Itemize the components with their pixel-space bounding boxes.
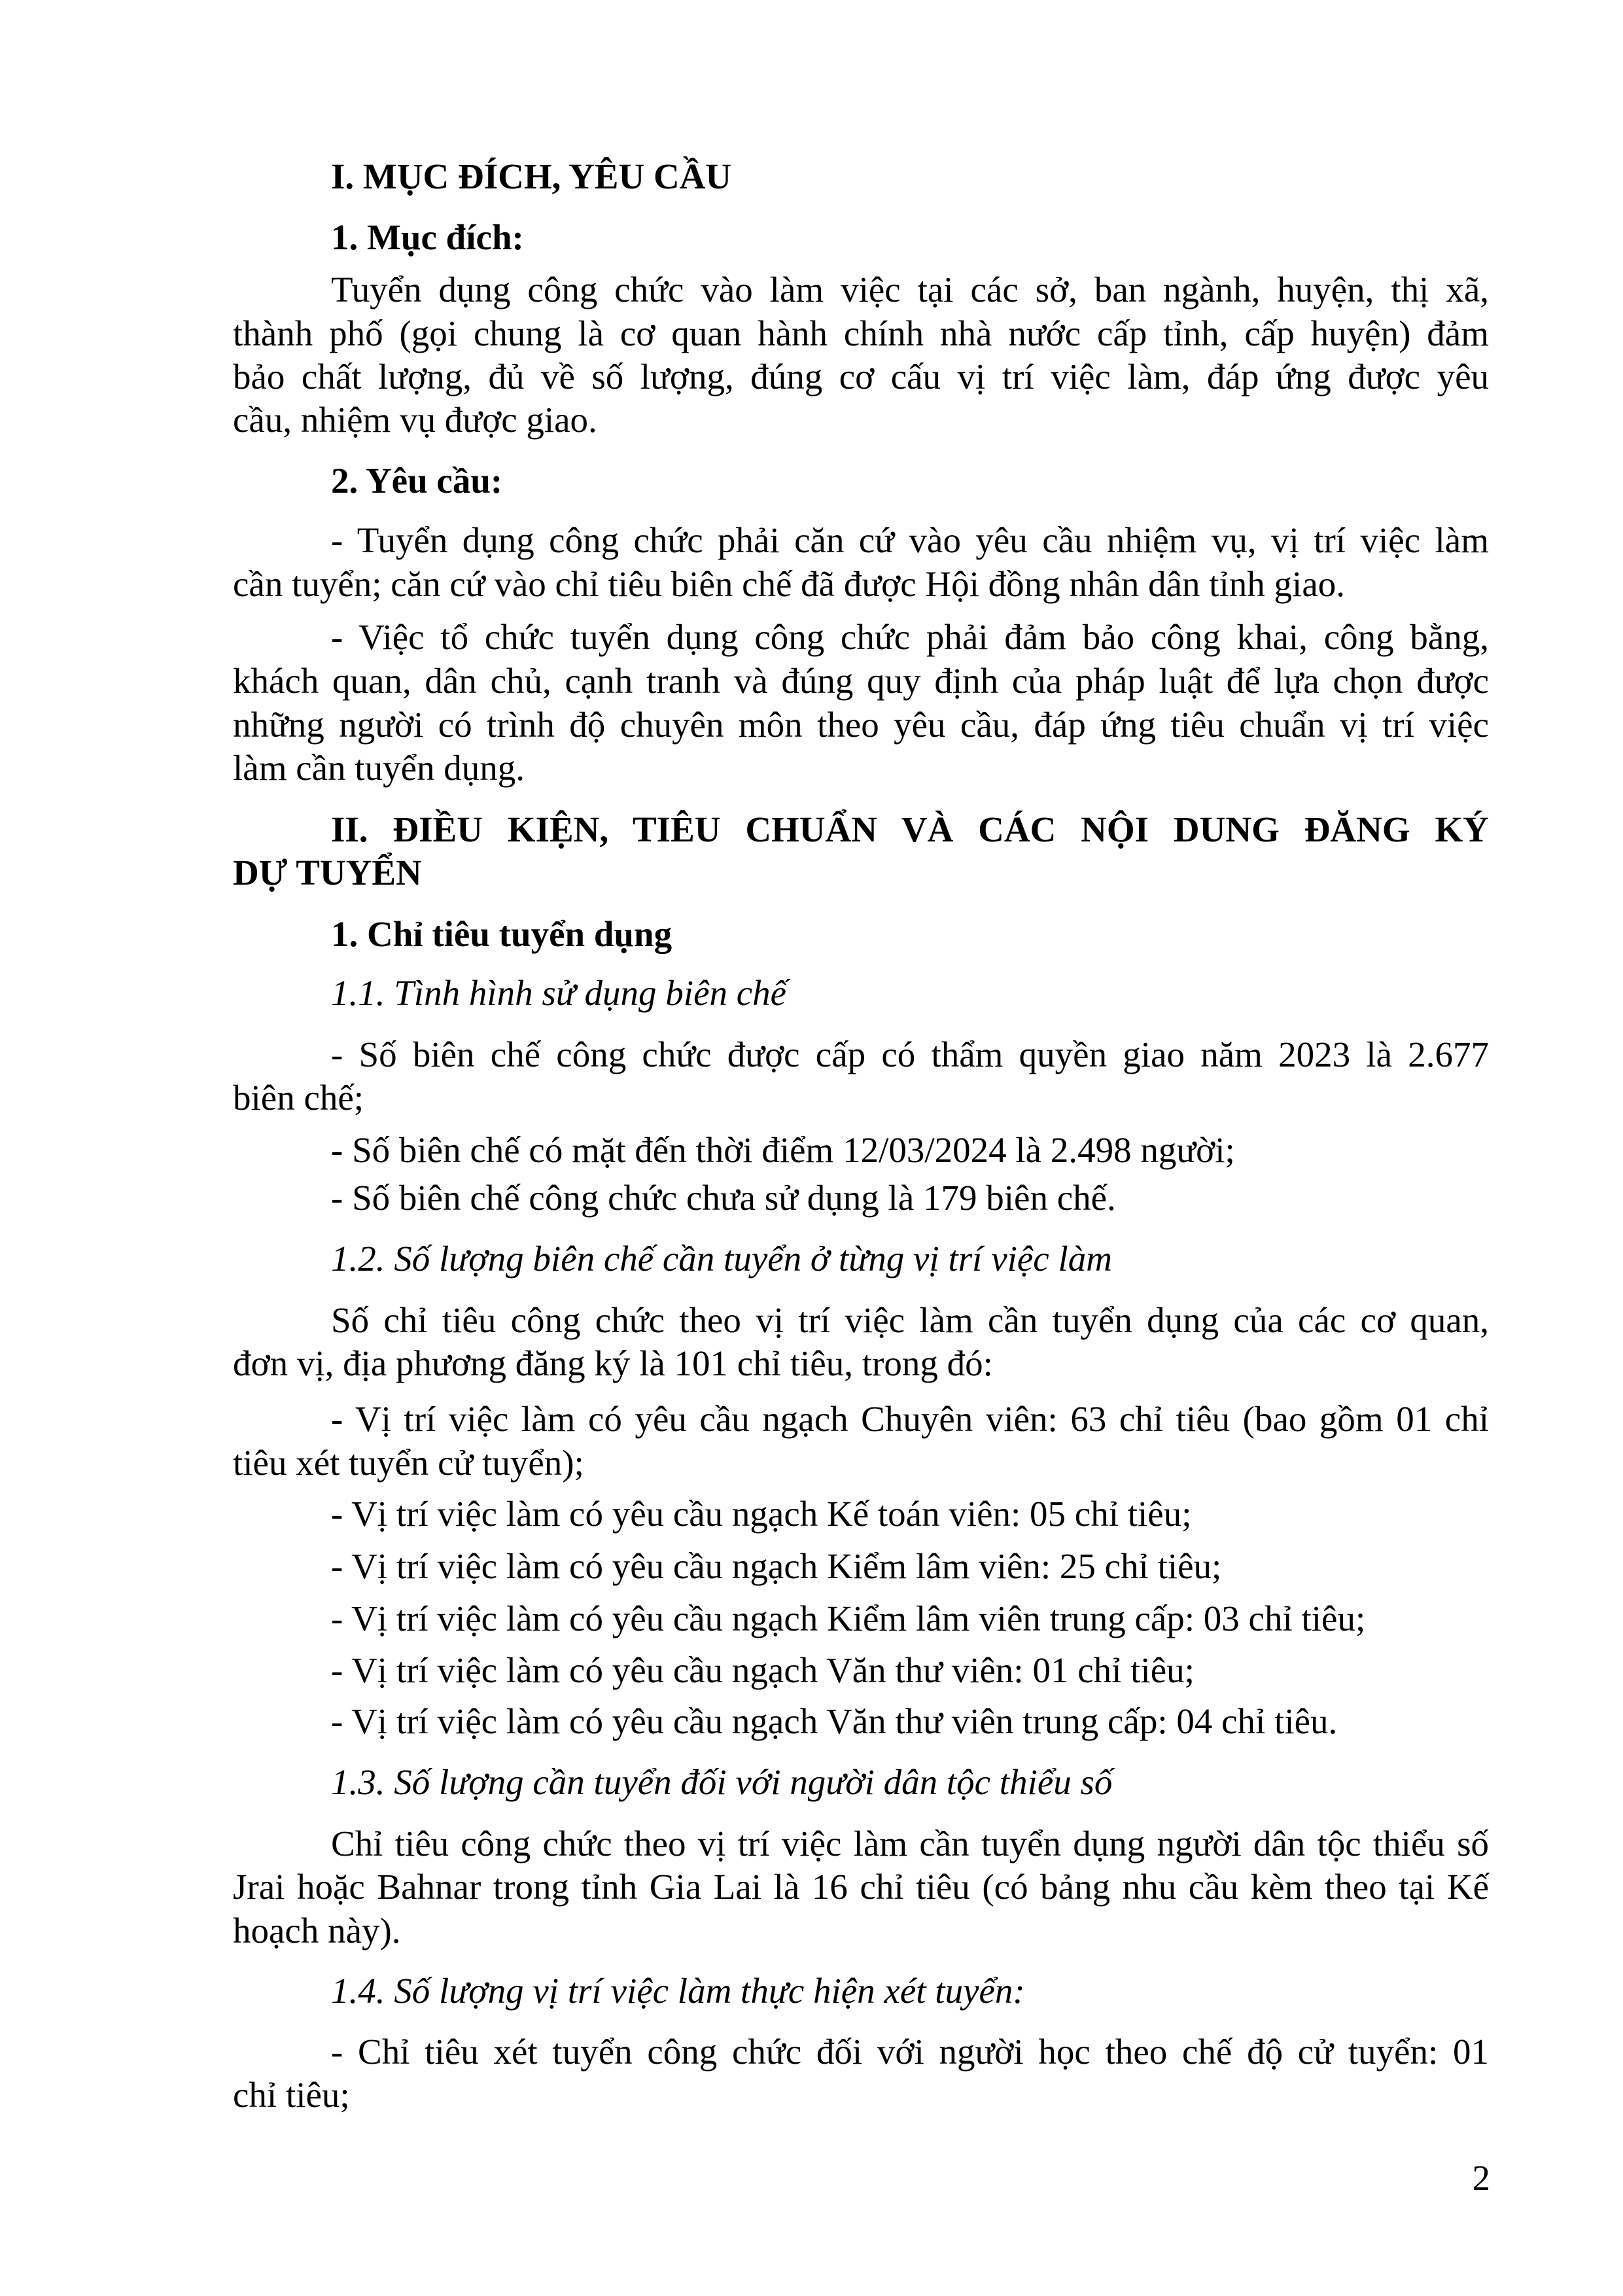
subsection-1-4-heading: 1.4. Số lượng vị trí việc làm thực hiện xét tuyển: [331,1971,1025,2011]
requirement-item: cần tuyển; căn cứ vào chỉ tiêu biên chế đã được Hội đồng nhân dân tỉnh giao. [233,564,1345,604]
requirement-item: - Việc tổ chức tuyển dụng công chức phải đảm bảo công khai, công bằng, [331,617,1489,657]
section-2-heading: II. ĐIỀU KIỆN, TIÊU CHUẨN VÀ CÁC NỘI DUNG ĐĂNG KÝ [331,809,1489,849]
staffing-item: biên chế; [233,1078,364,1118]
requirements-heading: 2. Yêu cầu: [331,461,503,501]
staffing-item: - Số biên chế công chức chưa sử dụng là 179 biên chế. [331,1178,1116,1218]
purpose-line: thành phố (gọi chung là cơ quan hành chính nhà nước cấp tỉnh, cấp huyện) đảm [233,313,1489,353]
requirement-item: làm cần tuyển dụng. [233,748,525,788]
quota-heading: 1. Chỉ tiêu tuyển dụng [331,914,672,954]
selection-quota-item: - Chỉ tiêu xét tuyển công chức đối với người học theo chế độ cử tuyển: 01 [331,2032,1489,2072]
requirement-item: những người có trình độ chuyên môn theo yêu cầu, đáp ứng tiêu chuẩn vị trí việc [233,705,1489,745]
requirement-item: - Tuyển dụng công chức phải căn cứ vào yêu cầu nhiệm vụ, vị trí việc làm [331,520,1489,560]
staffing-item: - Số biên chế công chức được cấp có thẩm quyền giao năm 2023 là 2.677 [331,1034,1489,1074]
section-1-heading: I. MỤC ĐÍCH, YÊU CẦU [331,156,732,196]
quota-item: - Vị trí việc làm có yêu cầu ngạch Văn thư viên trung cấp: 04 chỉ tiêu. [331,1701,1338,1741]
quota-item: - Vị trí việc làm có yêu cầu ngạch Chuyên viên: 63 chỉ tiêu (bao gồm 01 chỉ [331,1399,1489,1439]
selection-quota-item: chỉ tiêu; [233,2075,350,2115]
section-2-heading: DỰ TUYỂN [233,853,422,892]
purpose-heading: 1. Mục đích: [331,217,524,257]
purpose-line: bảo chất lượng, đủ về số lượng, đúng cơ cấu vị trí việc làm, đáp ứng được yêu [233,357,1489,397]
ethnic-quota-line: Jrai hoặc Bahnar trong tỉnh Gia Lai là 16 chỉ tiêu (có bảng nhu cầu kèm theo tại Kế [233,1867,1489,1907]
purpose-line: cầu, nhiệm vụ được giao. [233,400,597,440]
staffing-item: - Số biên chế có mặt đến thời điểm 12/03/2024 là 2.498 người; [331,1130,1235,1170]
subsection-1-1-heading: 1.1. Tình hình sử dụng biên chế [331,973,787,1013]
quota-item: - Vị trí việc làm có yêu cầu ngạch Kiểm lâm viên: 25 chỉ tiêu; [331,1546,1222,1586]
quota-item: - Vị trí việc làm có yêu cầu ngạch Kế toán viên: 05 chỉ tiêu; [331,1494,1192,1534]
requirement-item: khách quan, dân chủ, cạnh tranh và đúng quy định của pháp luật để lựa chọn được [233,661,1489,701]
quota-item: tiêu xét tuyển cử tuyển); [233,1443,584,1483]
quota-intro: đơn vị, địa phương đăng ký là 101 chỉ tiêu, trong đó: [233,1343,993,1383]
ethnic-quota-line: hoạch này). [233,1911,401,1951]
quota-item: - Vị trí việc làm có yêu cầu ngạch Văn thư viên: 01 chỉ tiêu; [331,1650,1195,1690]
ethnic-quota-line: Chỉ tiêu công chức theo vị trí việc làm cần tuyển dụng người dân tộc thiểu số [331,1824,1489,1863]
subsection-1-2-heading: 1.2. Số lượng biên chế cần tuyển ở từng vị trí việc làm [331,1239,1112,1279]
quota-item: - Vị trí việc làm có yêu cầu ngạch Kiểm lâm viên trung cấp: 03 chỉ tiêu; [331,1598,1366,1638]
quota-intro: Số chỉ tiêu công chức theo vị trí việc làm cần tuyển dụng của các cơ quan, [331,1300,1489,1340]
purpose-line: Tuyển dụng công chức vào làm việc tại các sở, ban ngành, huyện, thị xã, [331,270,1489,309]
subsection-1-3-heading: 1.3. Số lượng cần tuyển đối với người dân tộc thiểu số [331,1762,1113,1802]
page-number: 2 [1472,2158,1490,2198]
